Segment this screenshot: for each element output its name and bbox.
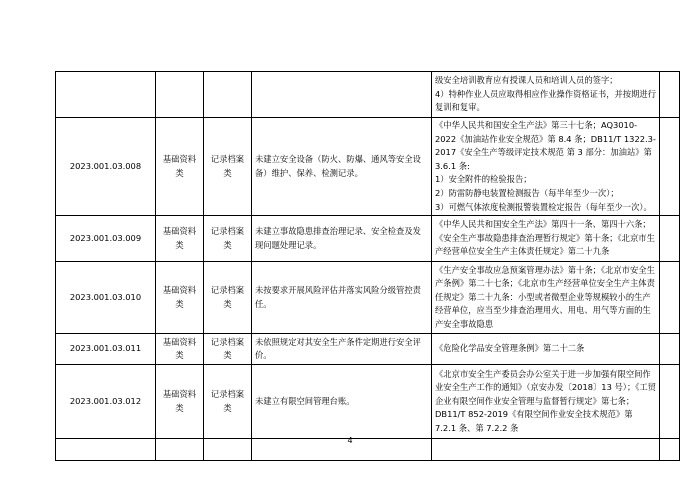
- table-row: [56, 72, 680, 118]
- item-basis: 《危险化学品安全管理条例》第二十二条: [432, 334, 660, 365]
- item-code: [56, 72, 156, 118]
- item-code: 2023.001.03.010: [56, 262, 156, 334]
- item-category: 基础资料类: [156, 334, 204, 365]
- item-basis: [432, 118, 660, 216]
- blank-cell: [660, 334, 680, 365]
- table-row: [56, 216, 680, 262]
- item-category: 基础资料类: [156, 262, 204, 334]
- basis-line: 《中华人民共和国安全生产法》第三十七条；AQ3010-2022《加油站作业安全规范》第 8.4 条；DB11/T 1322.3-2017《安全生产等级评定技术规范 第 3 部分：加油站》第 3.6.1 条:: [435, 120, 656, 171]
- item-category: 基础资料类: [156, 216, 204, 262]
- item-basis: 《中华人民共和国安全生产法》第四十一条、第四十六条；《安全生产事故隐患排查治理暂行规定》第十条；《北京市生产经营单位安全生产主体责任规定》第二十九条: [432, 216, 660, 262]
- item-issue: 未建立安全设备（防火、防爆、通风等安全设备）维护、保养、检测记录。: [252, 118, 432, 216]
- item-category: [156, 72, 204, 118]
- item-issue: 未依照规定对其安全生产条件定期进行安全评价。: [252, 334, 432, 365]
- item-issue: 未建立有限空间管理台账。: [252, 365, 432, 439]
- item-type: 记录档案类: [204, 334, 252, 365]
- item-code: 2023.001.03.008: [56, 118, 156, 216]
- item-basis: 《生产安全事故应急预案管理办法》第十条；《北京市安全生产条例》第二十七条；《北京市生产经营单位安全生产主体责任规定》第二十九条：小型或者微型企业等规模较小的生产经营单位，应当至少排查治理用火、用电、用气等方面的生产安全事故隐患: [432, 262, 660, 334]
- item-issue: 未建立事故隐患排查治理记录、安全检查及发现问题处理记录。: [252, 216, 432, 262]
- basis-line: 3）可燃气体浓度检测报警装置检定报告（每年至少一次）。: [435, 201, 652, 212]
- item-code: 2023.001.03.011: [56, 334, 156, 365]
- item-issue: [252, 72, 432, 118]
- item-category: 基础资料类: [156, 365, 204, 439]
- item-type: 记录档案类: [204, 262, 252, 334]
- table-row: [56, 334, 680, 365]
- blank-cell: [660, 72, 680, 118]
- basis-line: 2）防雷防静电装置检测报告（每半年至少一次）；: [435, 187, 619, 198]
- item-basis: 《北京市安全生产委员会办公室关于进一步加强有限空间作业安全生产工作的通知》（京安办发〔2018〕13 号）；《工贸企业有限空间作业安全管理与监督暂行规定》第七条；DB11/T 852-2019《有限空间作业安全技术规范》第 7.2.1 条、第 7.2.2 条: [432, 365, 660, 439]
- table-row: [56, 118, 680, 216]
- table-row: [56, 365, 680, 439]
- item-type: [204, 72, 252, 118]
- item-type: 记录档案类: [204, 118, 252, 216]
- basis-line: 1）安全附件的检验报告；: [435, 174, 532, 185]
- blank-cell: [660, 216, 680, 262]
- blank-cell: [660, 365, 680, 439]
- blank-cell: [660, 262, 680, 334]
- item-category: 基础资料类: [156, 118, 204, 216]
- inspection-items-table: [55, 71, 680, 461]
- item-type: 记录档案类: [204, 365, 252, 439]
- blank-cell: [660, 118, 680, 216]
- page-number: 4: [347, 436, 353, 445]
- basis-line: 4）特种作业人员应取得相应作业操作资格证书，并按期进行复训和复审。: [435, 88, 656, 113]
- item-basis: [432, 72, 660, 118]
- item-issue: 未按要求开展风险评估并落实风险分级管控责任。: [252, 262, 432, 334]
- basis-line: 级安全培训教育应有授课人员和培训人员的签字；: [435, 75, 618, 86]
- item-type: 记录档案类: [204, 216, 252, 262]
- item-code: 2023.001.03.012: [56, 365, 156, 439]
- table-row: [56, 262, 680, 334]
- item-code: 2023.001.03.009: [56, 216, 156, 262]
